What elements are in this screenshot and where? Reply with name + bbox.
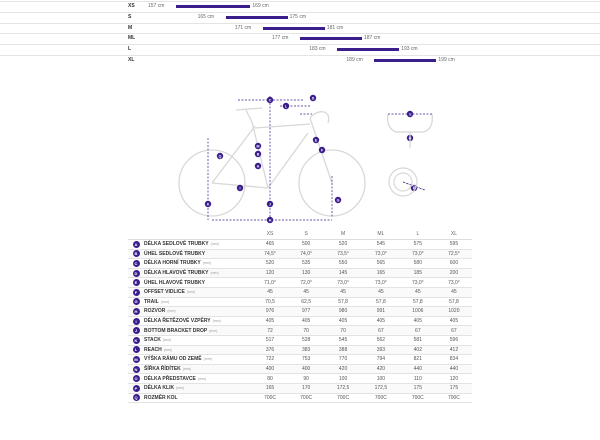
geometry-header-row xyxy=(128,229,472,240)
cell-value: 753 xyxy=(288,355,324,365)
row-label xyxy=(144,297,252,307)
row-label xyxy=(144,259,252,269)
size-label: XL xyxy=(128,57,135,63)
badge-letter: K xyxy=(206,202,210,207)
cell-value: 45 xyxy=(324,287,362,297)
row-unit: (mm) xyxy=(160,299,169,304)
cell-value: 120 xyxy=(252,268,288,278)
row-label xyxy=(144,345,252,355)
row-label xyxy=(144,364,252,374)
row-label-text: DÉLKA HLAVOVÉ TRUBKY xyxy=(144,270,209,277)
height-from: 171 cm xyxy=(234,24,252,31)
badge-letter: E xyxy=(133,279,140,286)
size-column-header: XS xyxy=(252,229,288,240)
badge-letter: L xyxy=(133,346,140,353)
table-row xyxy=(128,259,472,269)
cell-value: 74,5° xyxy=(252,249,288,259)
cell-value: 67 xyxy=(436,326,472,336)
badge-letter: J xyxy=(133,327,140,334)
cell-value: 57,8 xyxy=(324,297,362,307)
handlebar-top-view xyxy=(388,114,433,148)
cell-value: 465 xyxy=(252,240,288,250)
cell-value: 71,0° xyxy=(252,278,288,288)
cell-value: 57,8 xyxy=(436,297,472,307)
row-label xyxy=(144,393,252,403)
cell-value: 977 xyxy=(288,307,324,317)
row-label xyxy=(144,278,252,288)
cell-value: 383 xyxy=(288,345,324,355)
badge-letter: L xyxy=(284,104,288,109)
badge-letter: O xyxy=(408,136,412,141)
row-label-text: ÚHEL HLAVOVÉ TRUBKY xyxy=(144,279,205,286)
cell-value: 73,0° xyxy=(362,278,400,288)
cell-value: 440 xyxy=(400,364,436,374)
cell-value: 528 xyxy=(288,335,324,345)
row-label-text: ROZMĚR KOL xyxy=(144,394,178,401)
row-label-text: ŠÍŘKA ŘÍDÍTEK xyxy=(144,366,181,373)
cell-value: 517 xyxy=(252,335,288,345)
cell-value: 57,8 xyxy=(362,297,400,307)
cell-value: 70 xyxy=(288,326,324,336)
badge-letter: M xyxy=(256,144,260,149)
badge-letter: B xyxy=(256,152,260,157)
row-label xyxy=(144,355,252,365)
row-label-text: DÉLKA PŘEDSTAVCE xyxy=(144,375,196,382)
table-row xyxy=(128,355,472,365)
row-badge xyxy=(128,259,144,269)
table-row xyxy=(128,249,472,259)
table-row xyxy=(128,335,472,345)
cell-value: 405 xyxy=(252,316,288,326)
cell-value: 700C xyxy=(436,393,472,403)
height-to: 175 cm xyxy=(289,13,306,20)
badge-letter: K xyxy=(133,337,140,344)
cell-value: 165 xyxy=(252,383,288,393)
cell-value: 545 xyxy=(324,335,362,345)
row-badge xyxy=(128,326,144,336)
table-row xyxy=(128,316,472,326)
rider-height-chart xyxy=(0,0,600,68)
cell-value: 991 xyxy=(362,307,400,317)
cell-value: 1020 xyxy=(436,307,472,317)
row-unit: (mm) xyxy=(162,338,172,343)
cell-value: 700C xyxy=(252,393,288,403)
table-row xyxy=(128,297,472,307)
cell-value: 596 xyxy=(436,335,472,345)
row-label xyxy=(144,287,252,297)
cell-value: 600 xyxy=(436,259,472,269)
row-badge xyxy=(128,345,144,355)
cell-value: 520 xyxy=(252,259,288,269)
cell-value: 700C xyxy=(324,393,362,403)
height-to: 169 cm xyxy=(252,3,269,9)
badge-letter: C xyxy=(268,98,272,103)
cell-value: 45 xyxy=(288,287,324,297)
cell-value: 834 xyxy=(436,355,472,365)
row-label-text: ÚHEL SEDLOVÉ TRUBKY xyxy=(144,250,206,257)
cell-value: 70 xyxy=(324,326,362,336)
cell-value: 145 xyxy=(324,268,362,278)
badge-letter: F xyxy=(133,289,140,296)
cell-value: 580 xyxy=(400,259,436,269)
size-column-header: L xyxy=(400,229,436,240)
badge-letter: E xyxy=(314,138,318,143)
row-badge xyxy=(128,355,144,365)
row-label xyxy=(144,240,252,250)
row-badge xyxy=(128,297,144,307)
badge-letter: G xyxy=(336,198,340,203)
badge-letter: A xyxy=(133,241,140,248)
row-label xyxy=(144,316,252,326)
row-badge xyxy=(128,307,144,317)
row-badge xyxy=(128,393,144,403)
height-range-bar xyxy=(226,16,288,19)
row-unit: (mm) xyxy=(210,242,219,247)
height-range-bar xyxy=(300,37,362,40)
table-row xyxy=(128,278,472,288)
cell-value: 420 xyxy=(324,364,362,374)
cell-value: 200 xyxy=(436,268,472,278)
row-label xyxy=(144,335,252,345)
cell-value: 565 xyxy=(362,259,400,269)
cell-value: 412 xyxy=(436,345,472,355)
cell-value: 520 xyxy=(324,240,362,250)
row-label-text: DÉLKA KLIK xyxy=(144,385,175,392)
height-to: 199 cm xyxy=(438,57,455,63)
row-label xyxy=(144,374,252,384)
cell-value: 405 xyxy=(324,316,362,326)
cell-value: 73,0° xyxy=(400,249,436,259)
cell-value: 70,5 xyxy=(252,297,288,307)
cell-value: 45 xyxy=(436,287,472,297)
size-column-header: XL xyxy=(436,229,472,240)
row-badge xyxy=(128,383,144,393)
badge-letter: Q xyxy=(218,154,222,159)
cell-value: 100 xyxy=(324,374,362,384)
size-row-xl xyxy=(0,55,600,66)
cell-value: 440 xyxy=(436,364,472,374)
header-blank xyxy=(144,229,252,240)
cell-value: 700C xyxy=(400,393,436,403)
height-to: 193 cm xyxy=(401,46,418,53)
size-label: XS xyxy=(128,3,135,9)
row-unit: (mm) xyxy=(210,271,219,276)
row-unit: (mm) xyxy=(203,357,212,362)
cell-value: 73,0° xyxy=(436,278,472,288)
row-badge xyxy=(128,287,144,297)
row-badge xyxy=(128,364,144,374)
badge-letter: I xyxy=(133,318,140,325)
size-column-header: M xyxy=(324,229,362,240)
row-label-text: DÉLKA ŘETĚZOVÉ VZPĚRY xyxy=(144,318,211,325)
badge-letter: P xyxy=(133,385,140,392)
badge-letter: M xyxy=(134,356,138,362)
cell-value: 980 xyxy=(324,307,362,317)
badge-letter: F xyxy=(320,148,324,153)
cell-value: 700C xyxy=(362,393,400,403)
cell-value: 72,5° xyxy=(436,249,472,259)
cell-value: 72,0° xyxy=(288,278,324,288)
cell-value: 1006 xyxy=(400,307,436,317)
cell-value: 722 xyxy=(252,355,288,365)
row-label-text: ROZVOR xyxy=(144,308,166,315)
row-label-text: STACK xyxy=(144,337,161,344)
cell-value: 400 xyxy=(288,364,324,374)
badge-letter: A xyxy=(256,164,260,169)
cell-value: 405 xyxy=(436,316,472,326)
cell-value: 45 xyxy=(362,287,400,297)
table-row xyxy=(128,345,472,355)
size-row-m xyxy=(0,23,600,34)
cell-value: 172,5 xyxy=(324,383,362,393)
size-row-s xyxy=(0,12,600,23)
table-row xyxy=(128,326,472,336)
size-row-ml xyxy=(0,33,600,44)
row-badge xyxy=(128,316,144,326)
cell-value: 72 xyxy=(252,326,288,336)
table-row xyxy=(128,287,472,297)
badge-letter: C xyxy=(133,260,140,267)
badge-letter: Q xyxy=(134,395,138,401)
badge-letter: D xyxy=(311,96,315,101)
cell-value: 165 xyxy=(362,268,400,278)
row-badge xyxy=(128,240,144,250)
row-label xyxy=(144,249,252,259)
cell-value: 67 xyxy=(400,326,436,336)
cell-value: 400 xyxy=(252,364,288,374)
row-label-text: VÝŠKA RÁMU OD ZEMĚ xyxy=(144,356,202,363)
cell-value: 130 xyxy=(288,268,324,278)
cell-value: 402 xyxy=(400,345,436,355)
badge-letter: H xyxy=(268,218,272,223)
row-unit: (mm) xyxy=(176,386,185,391)
badge-letter: P xyxy=(412,186,416,191)
row-badge xyxy=(128,335,144,345)
row-label xyxy=(144,268,252,278)
size-label: L xyxy=(128,46,132,53)
cell-value: 57,8 xyxy=(400,297,436,307)
cell-value: 388 xyxy=(324,345,362,355)
height-from: 183 cm xyxy=(309,46,326,53)
size-row-l xyxy=(0,44,600,55)
cell-value: 376 xyxy=(252,345,288,355)
badge-letter: N xyxy=(133,366,140,373)
cell-value: 405 xyxy=(400,316,436,326)
cell-value: 90 xyxy=(288,374,324,384)
badge-letter: J xyxy=(269,202,271,207)
size-column-header: S xyxy=(288,229,324,240)
badge-letter: I xyxy=(239,186,241,191)
cell-value: 562 xyxy=(362,335,400,345)
bike-geometry-diagram xyxy=(0,78,600,228)
cell-value: 120 xyxy=(436,374,472,384)
table-row xyxy=(128,383,472,393)
cell-value: 45 xyxy=(400,287,436,297)
table-row xyxy=(128,393,472,403)
cell-value: 595 xyxy=(436,240,472,250)
row-label-text: DÉLKA SEDLOVÉ TRUBKY xyxy=(144,241,209,248)
cell-value: 420 xyxy=(362,364,400,374)
table-row xyxy=(128,364,472,374)
cell-value: 976 xyxy=(252,307,288,317)
geometry-table xyxy=(128,229,472,403)
cell-value: 821 xyxy=(400,355,436,365)
height-from: 165 cm xyxy=(197,13,214,20)
cell-value: 110 xyxy=(400,374,436,384)
cell-value: 535 xyxy=(288,259,324,269)
cell-value: 67 xyxy=(362,326,400,336)
cell-value: 393 xyxy=(362,345,400,355)
row-badge xyxy=(128,268,144,278)
cell-value: 550 xyxy=(324,259,362,269)
badge-letter: O xyxy=(134,376,138,382)
size-column-header: ML xyxy=(362,229,400,240)
cell-value: 172,5 xyxy=(362,383,400,393)
cell-value: 175 xyxy=(400,383,436,393)
table-row xyxy=(128,240,472,250)
cell-value: 74,0° xyxy=(288,249,324,259)
cell-value: 700C xyxy=(288,393,324,403)
row-unit: (mm) xyxy=(163,347,172,352)
cell-value: 794 xyxy=(362,355,400,365)
cell-value: 500 xyxy=(288,240,324,250)
cell-value: 80 xyxy=(252,374,288,384)
size-label: ML xyxy=(128,35,136,42)
height-from: 189 cm xyxy=(346,57,363,63)
size-row-xs xyxy=(0,1,600,12)
table-row xyxy=(128,307,472,317)
row-unit: (mm) xyxy=(182,367,191,372)
crankset-drawing xyxy=(389,168,425,196)
height-range-bar xyxy=(263,27,325,30)
table-row xyxy=(128,268,472,278)
row-unit: (mm) xyxy=(209,328,218,333)
row-label-text: DÉLKA HORNÍ TRUBKY xyxy=(144,260,201,267)
cell-value: 170 xyxy=(288,383,324,393)
badge-letter: B xyxy=(133,250,140,257)
cell-value: 73,0° xyxy=(362,249,400,259)
header-blank xyxy=(128,229,144,240)
cell-value: 45 xyxy=(252,287,288,297)
cell-value: 581 xyxy=(400,335,436,345)
row-label-text: BOTTOM BRACKET DROP xyxy=(144,327,208,334)
height-range-bar xyxy=(176,5,250,8)
table-row xyxy=(128,374,472,384)
cell-value: 770 xyxy=(324,355,362,365)
badge-letter: N xyxy=(408,112,412,117)
badge-letter: G xyxy=(134,299,138,305)
row-badge xyxy=(128,374,144,384)
height-to: 181 cm xyxy=(326,24,344,31)
row-label xyxy=(144,383,252,393)
cell-value: 100 xyxy=(362,374,400,384)
cell-value: 185 xyxy=(400,268,436,278)
row-label-text: TRAIL xyxy=(144,298,159,305)
row-unit: (mm) xyxy=(186,290,196,295)
row-label xyxy=(144,307,252,317)
size-label: S xyxy=(128,13,132,20)
cell-value: 405 xyxy=(362,316,400,326)
cell-value: 62,5 xyxy=(288,297,324,307)
row-unit: (mm) xyxy=(167,309,176,314)
cell-value: 175 xyxy=(436,383,472,393)
row-unit: (mm) xyxy=(197,376,207,381)
cell-value: 575 xyxy=(400,240,436,250)
height-range-bar xyxy=(374,59,436,62)
cell-value: 545 xyxy=(362,240,400,250)
row-unit: (mm) xyxy=(202,261,211,266)
row-badge xyxy=(128,278,144,288)
height-from: 177 cm xyxy=(272,35,289,42)
cell-value: 73,5° xyxy=(324,249,362,259)
cell-value: 73,0° xyxy=(324,278,362,288)
cell-value: 73,0° xyxy=(400,278,436,288)
geometry-table-body xyxy=(128,240,472,403)
row-label xyxy=(144,326,252,336)
row-unit: (mm) xyxy=(212,319,221,324)
row-badge xyxy=(128,249,144,259)
size-label: M xyxy=(128,24,133,31)
cell-value: 405 xyxy=(288,316,324,326)
row-label-text: REACH xyxy=(144,346,162,353)
height-range-bar xyxy=(337,48,399,51)
height-from: 157 cm xyxy=(148,3,165,9)
badge-letter: D xyxy=(133,270,140,277)
row-label-text: OFFSET VIDLICE xyxy=(144,289,185,296)
badge-letter: H xyxy=(133,308,140,315)
height-to: 187 cm xyxy=(364,35,381,42)
